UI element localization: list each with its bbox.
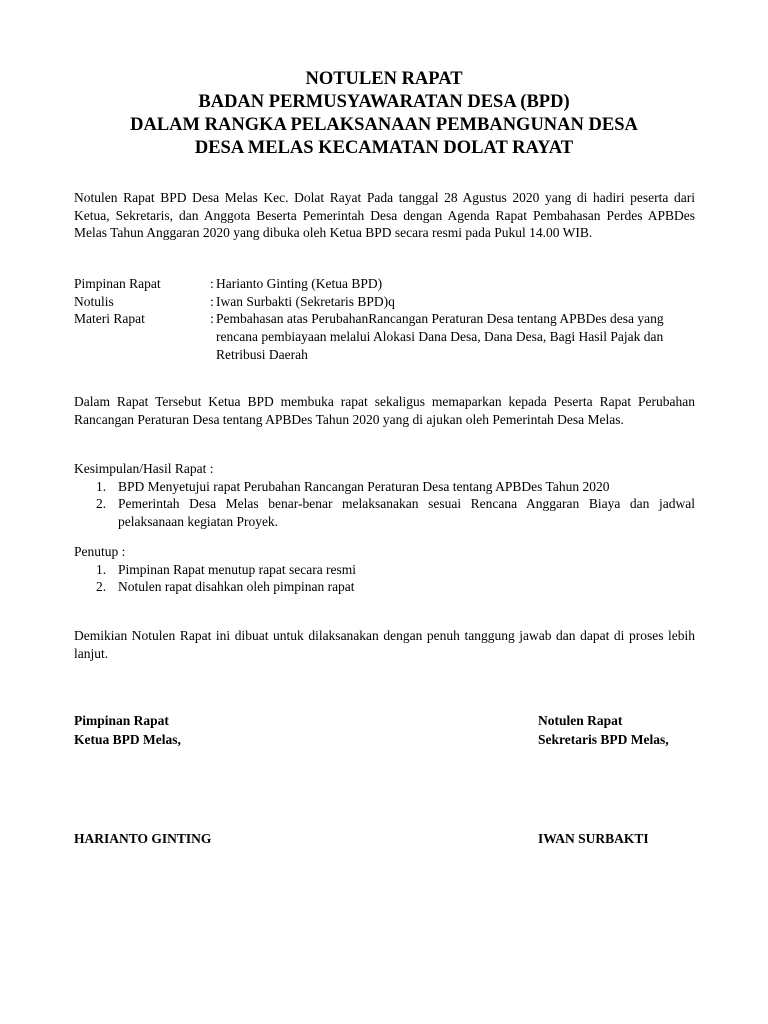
- signature-right-name: IWAN SURBAKTI: [538, 831, 649, 846]
- field-materi: [74, 310, 695, 363]
- signature-left: [74, 711, 181, 749]
- list-text: Pimpinan Rapat menutup rapat secara resmi: [118, 561, 357, 577]
- colon: :: [210, 311, 214, 327]
- closing-section: [74, 543, 695, 596]
- field-label: Notulis: [74, 293, 114, 309]
- field-notulis: [74, 293, 695, 311]
- conclusion-heading: Kesimpulan/Hasil Rapat :: [74, 461, 214, 476]
- field-pimpinan: [74, 275, 695, 293]
- list-item: [74, 578, 695, 596]
- title-line-3: DALAM RANGKA PELAKSANAAN PEMBANGUNAN DESA: [130, 115, 638, 135]
- closing-list: [74, 561, 695, 596]
- signature-right-title: Notulen Rapat: [538, 713, 623, 728]
- list-number: 2.: [96, 579, 107, 595]
- list-number: 1.: [96, 561, 107, 577]
- field-label: Pimpinan Rapat: [74, 276, 161, 291]
- colon: :: [210, 293, 214, 309]
- title-line-4: DESA MELAS KECAMATAN DOLAT RAYAT: [194, 138, 574, 158]
- list-number: 2.: [96, 496, 107, 512]
- colon: :: [210, 276, 214, 291]
- field-value: Pembahasan atas PerubahanRancangan Peraturan Desa tentang APBDes desa yang rencana pembiayaan melalui Alokasi Dana Desa, Dana Desa, Bagi Hasil Pajak dan Retribusi Daerah: [216, 311, 664, 362]
- list-item: [74, 495, 695, 530]
- signature-left-position: Ketua BPD Melas,: [74, 732, 181, 747]
- signature-right-position: Sekretaris BPD Melas,: [538, 732, 669, 747]
- signature-right: [538, 711, 669, 749]
- intro-paragraph: Notulen Rapat BPD Desa Melas Kec. Dolat Rayat Pada tanggal 28 Agustus 2020 yang di hadiri peserta dari Ketua, Sekretaris, dan Anggota Beserta Pemerintah Desa dengan Agenda Rapat Pembahasan Perdes APBDes Melas Tahun Anggaran 2020 yang dibuka oleh Ketua BPD secara resmi pada Pukul 14.00 WIB.: [74, 190, 695, 241]
- field-value: Harianto Ginting (Ketua BPD): [216, 276, 383, 291]
- list-number: 1.: [96, 478, 107, 494]
- title-line-1: NOTULEN RAPAT: [305, 69, 463, 89]
- field-label: Materi Rapat: [74, 311, 145, 327]
- signature-left-name: HARIANTO GINTING: [74, 831, 212, 846]
- title-line-2: BADAN PERMUSYAWARATAN DESA (BPD): [198, 92, 570, 112]
- meeting-fields: [74, 275, 695, 364]
- list-item: [74, 478, 695, 496]
- conclusion-list: [74, 478, 695, 531]
- list-text: BPD Menyetujui rapat Perubahan Rancangan Peraturan Desa tentang APBDes Tahun 2020: [118, 478, 610, 494]
- document-title: [0, 68, 768, 160]
- signature-left-title: Pimpinan Rapat: [74, 713, 169, 728]
- discussion-paragraph: Dalam Rapat Tersebut Ketua BPD membuka rapat sekaligus memaparkan kepada Peserta Rapat Perubahan Rancangan Peraturan Desa tentang APBDes Tahun 2020 yang di ajukan oleh Pemerintah Desa Melas.: [74, 394, 695, 427]
- conclusion-section: [74, 460, 695, 531]
- closing-paragraph: Demikian Notulen Rapat ini dibuat untuk dilaksanakan dengan penuh tanggung jawab dan dapat di proses lebih lanjut.: [74, 628, 695, 661]
- list-text: Pemerintah Desa Melas benar-benar melaksanakan sesuai Rencana Anggaran Biaya dan jadwal pelaksanaan kegiatan Proyek.: [118, 496, 695, 530]
- list-item: [74, 561, 695, 579]
- closing-heading: Penutup :: [74, 544, 126, 559]
- list-text: Notulen rapat disahkan oleh pimpinan rapat: [118, 579, 355, 595]
- field-value: Iwan Surbakti (Sekretaris BPD)q: [216, 293, 395, 309]
